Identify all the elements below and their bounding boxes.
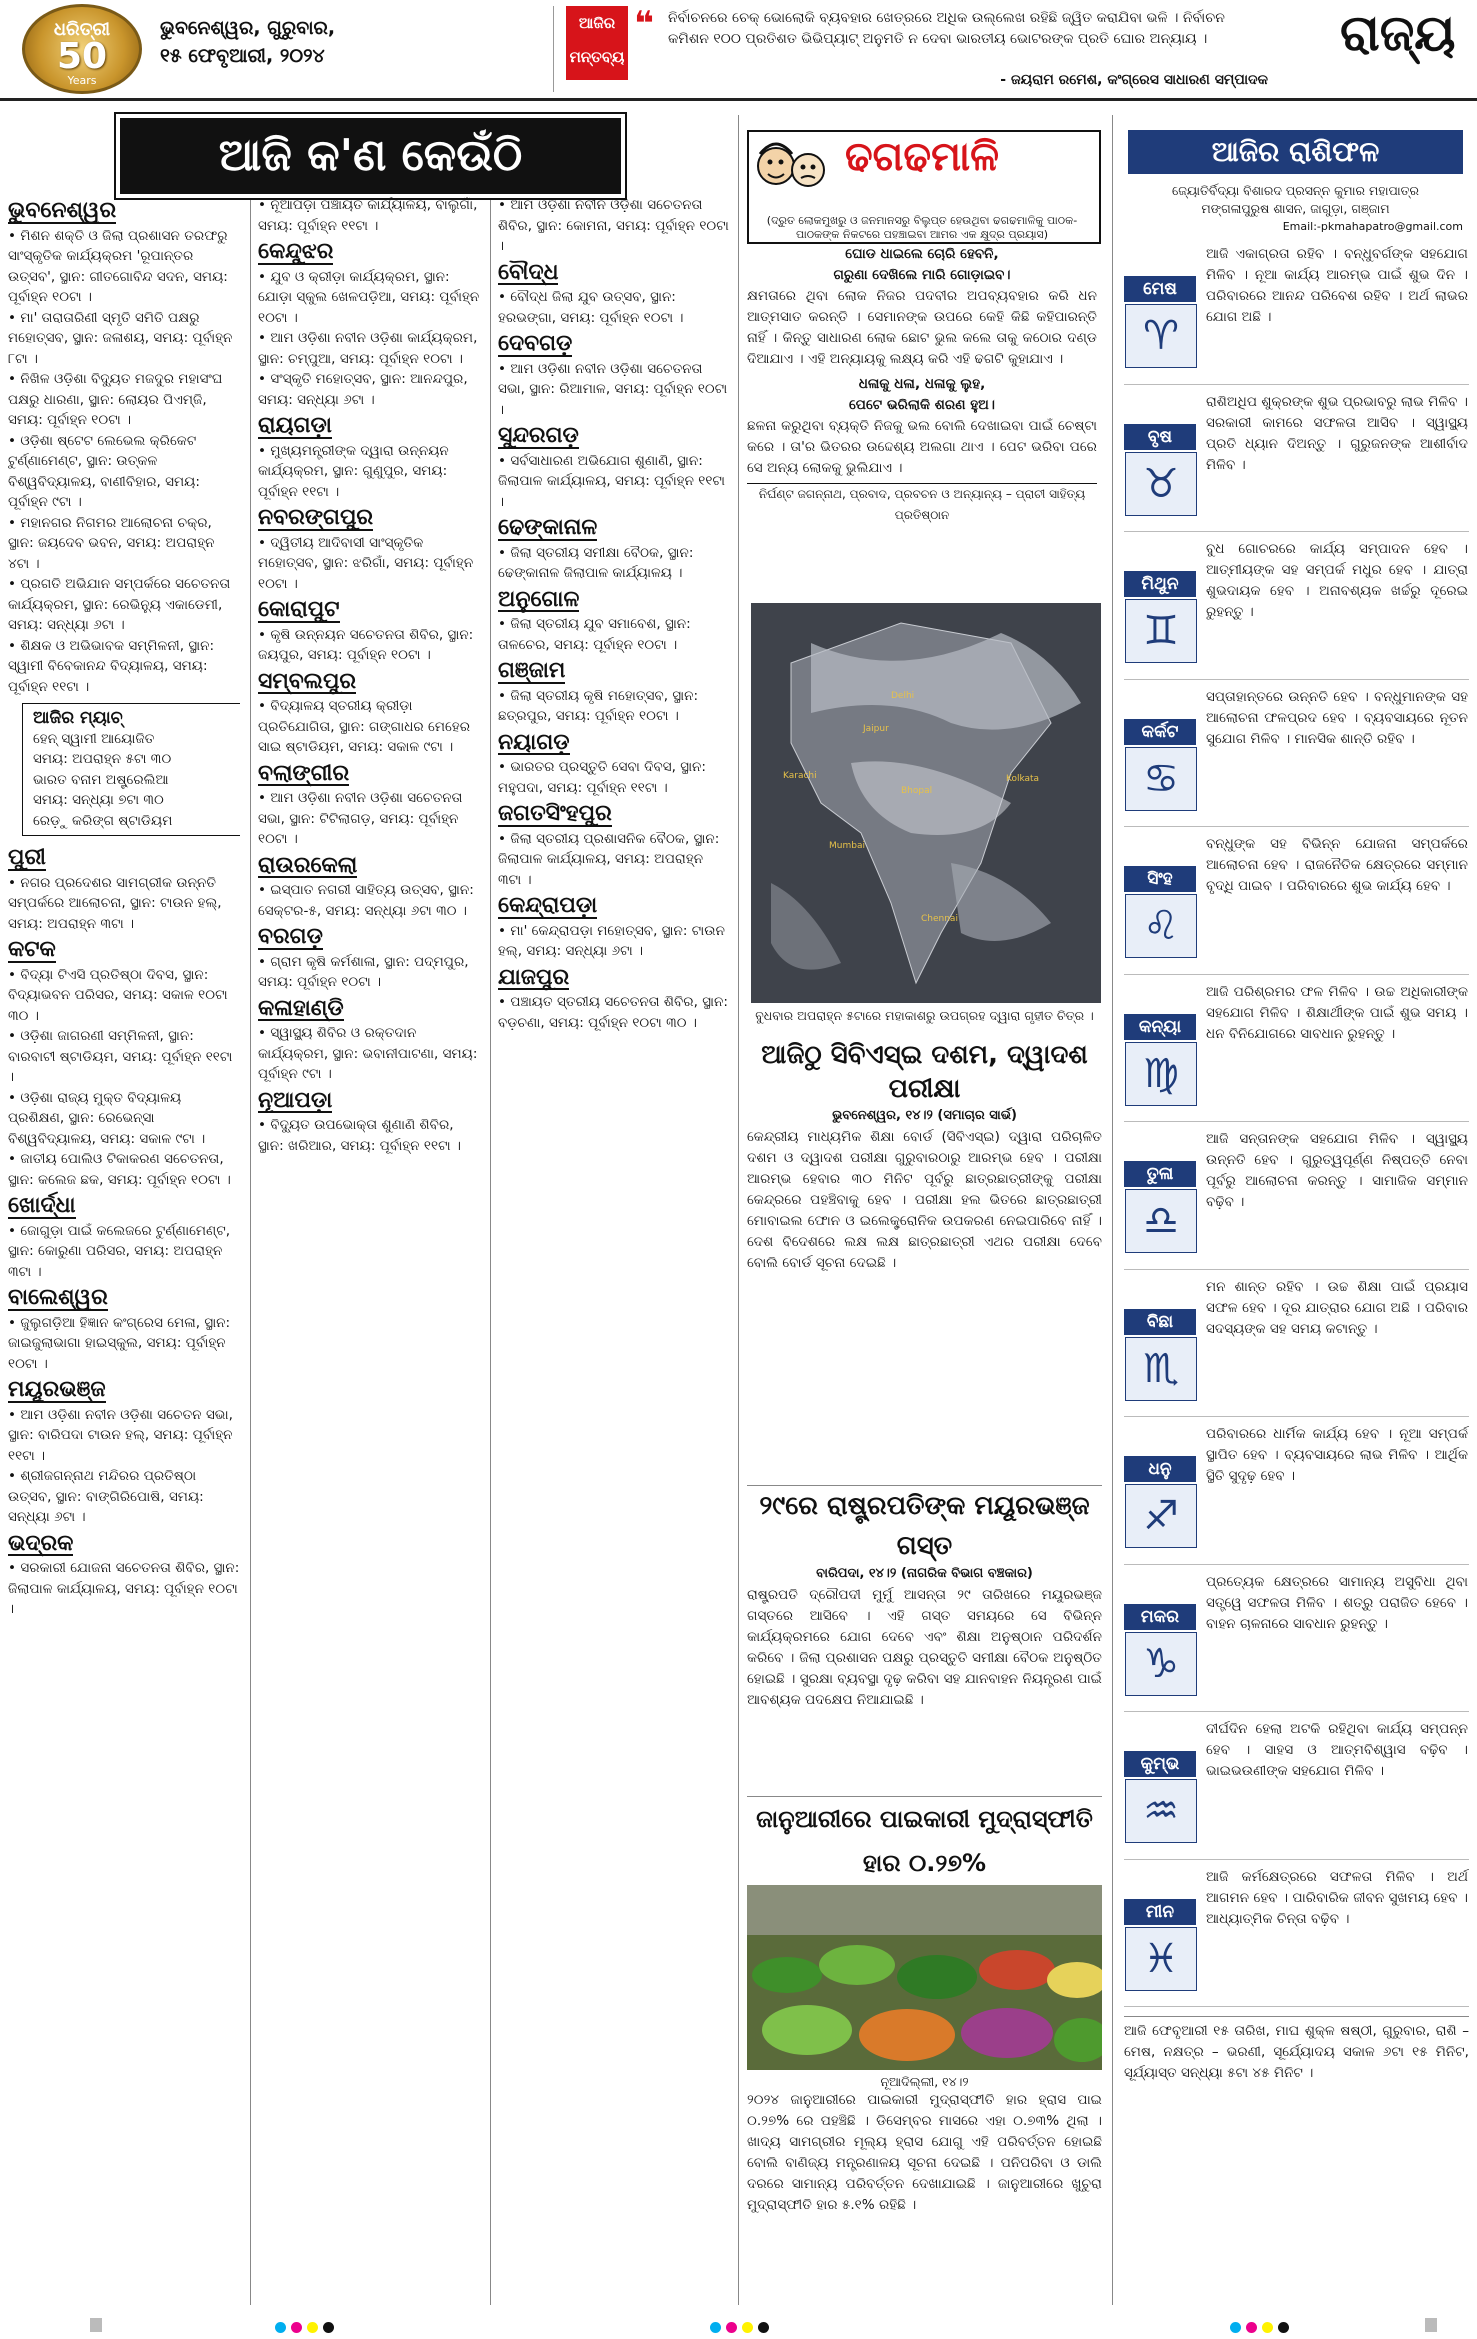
cbse-dateline: ଭୁବନେଶ୍ୱର, ୧୪।୨ (ସମାଚାର ସାର୍ଭ) [832,1108,1017,1123]
district-heading: କେନ୍ଦ୍ରାପଡ଼ା [498,893,598,918]
horoscope-sign [1124,830,1469,975]
events-banner: ଆଜି କ'ଣ କେଉଁଠି [120,118,621,194]
event-item: • ଜୋଗୁଡ଼ା ପାଇଁ କଲେଜରେ ଟୁର୍ଣ୍ଣାମେଣ୍ଟ, ସ୍ଥାନ: କୋରୁଣା ପରିସର, ସମୟ: ଅପରାହ୍ନ ୩ଟା । [8,1221,240,1283]
match-box-line: ହେନ୍‌ ସ୍ୱାମୀ ଆୟୋଜିତ [33,730,155,747]
horoscope-sign-name: ସିଂହ [1124,866,1196,892]
district-heading: ଜଗତସିଂହପୁର [498,801,612,826]
horoscope-sign-name: ମକର [1124,1604,1196,1630]
horoscope-sign-name: ମେଷ [1124,276,1196,302]
print-mark [90,2318,102,2332]
print-marks [20,2318,1460,2332]
satellite-label: Karachi [783,771,817,781]
event-item: • ଯୁବ ଓ କ୍ରୀଡ଼ା କାର୍ଯ୍ୟକ୍ରମ, ସ୍ଥାନ: ଯୋଡ଼ା ସ୍କୁଲ ଖେଳପଡ଼ିଆ, ସମୟ: ପୂର୍ବାହ୍ନ ୧୦ଟା । [258,267,482,329]
horoscope-sign-text: ଆଜି ପରିଶ୍ରମର ଫଳ ମିଳିବ । ଉଚ୍ଚ ଅଧିକାରୀଙ୍କ ସହଯୋଗ ମିଳିବ । ଶିକ୍ଷାର୍ଥୀଙ୍କ ପାଇଁ ଶୁଭ ସମୟ । ଧନ ବିନିଯୋଗରେ ସାବଧାନ ରୁହନ୍ତୁ । [1206,983,1468,1042]
dateline [160,14,390,70]
event-item: • ନୂଆପଡ଼ା ପଞ୍ଚାୟତ କାର୍ଯ୍ୟାଳୟ, ବାଲୁଗାଁ, ସମୟ: ପୂର୍ବାହ୍ନ ୧୧ଟା । [258,195,482,236]
events-column-3 [498,195,730,2305]
events-column-1 [8,195,240,2305]
district-heading: ସୁନ୍ଦରଗଡ଼ [498,423,579,448]
event-item: • ଜାତୀୟ ପୋଲିଓ ଟିକାକରଣ ସଚେତନତା, ସ୍ଥାନ: କଲେଜ ଛକ, ସମୟ: ପୂର୍ବାହ୍ନ ୧୦ଟା । [8,1149,240,1190]
match-box-line: ଭାରତ ବନାମ ଅଷ୍ଟ୍ରେଲିଆ [33,771,169,788]
horoscope-sign-name: କନ୍ୟା [1124,1014,1196,1040]
event-item: • ମୁଖ୍ୟମନ୍ତ୍ରୀଙ୍କ ଦ୍ୱାରା ଉନ୍ନୟନ କାର୍ଯ୍ୟକ୍ରମ, ସ୍ଥାନ: ଗୁଣୁପୁର, ସମୟ: ପୂର୍ବାହ୍ନ ୧୧ଟା । [258,441,482,503]
quote-badge-line1: ଆଜିର [578,14,616,32]
event-item: • ଆମ ଓଡ଼ିଶା ନବୀନ ଓଡ଼ିଶା ସଚେତନତା ସଭା, ସ୍ଥାନ: ଟିଟିଲାଗଡ଼, ସମୟ: ପୂର୍ବାହ୍ନ ୧୦ଟା । [258,788,482,850]
satellite-caption: ବୁଧବାର ଅପରାହ୍ନ ୫ଟାରେ ମହାକାଶରୁ ଉପଗ୍ରହ ଦ୍ୱାରା ଗୃହୀତ ଚିତ୍ର । [755,1008,1094,1023]
district-heading: ଢେଙ୍କାନାଳ [498,515,598,540]
horoscope-sign [1124,978,1469,1123]
pisces-icon: ♓ [1125,1927,1197,1991]
event-item: • ବିଦ୍ୟା ଟିଏସି ପ୍ରତିଷ୍ଠା ଦିବସ, ସ୍ଥାନ: ବିଦ୍ୟାଭବନ ପରିସର, ସମୟ: ସକାଳ ୧୦ଟା ୩୦ । [8,965,240,1027]
proverb-title: ଢଗଢମାଳି [845,134,999,180]
district-heading: ବଲାଙ୍ଗୀର [258,760,350,786]
horoscope-author-place: ମଙ୍ଗଳାପୁରୁଷ ଶାସନ, ଜାଗୁଡ଼ା, ଗଞ୍ଜାମ [1201,201,1390,216]
event-item: • ଓଡ଼ିଶା ଷ୍ଟେଟ ଲେଭେଲ କ୍ରିକେଟ ଟୁର୍ଣ୍ଣାମେଣ୍ଟ, ସ୍ଥାନ: ଉତ୍କଳ ବିଶ୍ୱବିଦ୍ୟାଳୟ, ବାଣୀବିହାର, ସମୟ: ପୂର୍ବାହ୍ନ ୯ଟା । [8,431,240,513]
masthead [0,0,1477,98]
event-item: • ପଞ୍ଚାୟତ ସ୍ତରୀୟ ସଚେତନତା ଶିବିର, ସ୍ଥାନ: ବଡ଼ଚଣା, ସମୟ: ପୂର୍ବାହ୍ନ ୧୦ଟା ୩୦ । [498,992,730,1033]
event-item: • ଆମ ଓଡ଼ିଶା ନବୀନ ଓଡ଼ିଶା ସଚେତନତା ଶିବିର, ସ୍ଥାନ: କୋମନା, ସମୟ: ପୂର୍ବାହ୍ନ ୧୦ଟା । [498,195,730,257]
event-item: • ଆମ ଓଡ଼ିଶା ନବୀନ ଓଡ଼ିଶା ସଚେତନ ସଭା, ସ୍ଥାନ: ବାରିପଦା ଟାଉନ ହଲ୍‌, ସମୟ: ପୂର୍ବାହ୍ନ ୧୧ଟା । [8,1405,240,1467]
event-item: • କୃଷି ଉନ୍ନୟନ ସଚେତନତା ଶିବିର, ସ୍ଥାନ: ଜୟପୁର, ସମୟ: ପୂର୍ବାହ୍ନ ୧୦ଟା । [258,625,482,666]
color-registration-mark [710,2318,770,2332]
event-item: • ମା' ତାରାତାରିଣୀ ସ୍ମୃତି ସମିତି ପକ୍ଷରୁ ମହୋତ୍ସବ, ସ୍ଥାନ: ଜଳାଶୟ, ସମୟ: ପୂର୍ବାହ୍ନ ୮ଟା । [8,308,240,370]
horoscope-sign [1124,388,1469,533]
aquarius-icon: ♒ [1125,1779,1197,1843]
aries-icon: ♈ [1125,304,1197,368]
district-heading: ମୟୂରଭଞ୍ଜ [8,1377,106,1402]
event-item: • ଜିଲା ସ୍ତରୀୟ ସମୀକ୍ଷା ବୈଠକ, ସ୍ଥାନ: ଢେଙ୍କାନାଳ ଜିଲାପାଳ କାର୍ଯ୍ୟାଳୟ । [498,543,730,584]
print-mark [1425,2318,1437,2332]
capricorn-icon: ♑ [1125,1632,1197,1696]
satellite-label: Kolkata [1006,774,1040,784]
cbse-story [747,1038,1102,1478]
horoscope-email: Email:-pkmahapatro@gmail.com [1282,220,1463,233]
section-title: ରାଜ୍ୟ [1340,4,1456,62]
event-item: • ସଂସ୍କୃତି ମହୋତ୍ସବ, ସ୍ଥାନ: ଆନନ୍ଦପୁର, ସମୟ: ସନ୍ଧ୍ୟା ୬ଟା । [258,369,482,410]
match-box-line: ରେଡ଼ୁ କରିଙ୍ଗ ଷ୍ଟାଡିୟମ [33,812,173,829]
panjika-text: ଆଜି ଫେବୃଆରୀ ୧୫ ତାରିଖ, ମାଘ ଶୁକ୍ଳ ଷଷ୍ଠୀ, ଗୁରୁବାର, ରାଶି – ମେଷ, ନକ୍ଷତ୍ର – ଭରଣୀ, ସୂର୍ଯ୍ୟୋଦୟ ସକାଳ ୬ଟା ୧୫ ମିନିଟ, ସୂର୍ଯ୍ୟାସ୍ତ ସନ୍ଧ୍ୟା ୫ଟା ୪୫ ମିନିଟ । [1124,2016,1469,2311]
horoscope-sign [1124,1125,1469,1270]
column-divider [250,195,251,2305]
dateline-date: ୧୫ ଫେବୃଆରୀ, ୨୦୨୪ [160,45,325,67]
event-item: • ବିଦ୍ୟୁତ ଉପଭୋକ୍ତା ଶୁଣାଣି ଶିବିର, ସ୍ଥାନ: ଖରିଆର, ସମୟ: ପୂର୍ବାହ୍ନ ୧୧ଟା । [258,1115,482,1156]
district-heading: ନବରଙ୍ଗପୁର [258,505,374,530]
district-heading: ଭୁବନେଶ୍ୱର [8,198,117,223]
virgo-icon: ♍ [1125,1042,1197,1106]
event-item: • ନଗର ପ୍ରଦେଶର ସାମଗ୍ରୀକ ଉନ୍ନତି ସମ୍ପର୍କରେ ଆଲୋଚନା, ସ୍ଥାନ: ଟାଉନ ହଲ୍‌, ସମୟ: ଅପରାହ୍ନ ୩ଟା । [8,873,240,935]
quote-text: ନିର୍ବାଚନରେ ଚେକ୍‌ ଭୋଲୋକି ବ୍ୟବହାର ଖେତ୍ରରେ ଅଧିକ ଉଲ୍ଲେଖ ରହିଛି ଜ୍ୱିତ କରାଯିବା ଭଳି । ନିର୍ବାଚନ କମିଶନ ୧୦୦ ପ୍ରତିଶତ ଭିଭିପ୍ୟାଟ୍‌ ଅନୁମତି ନ ଦେବା ଭାରତୀୟ ଭୋଟରଙ୍କ ପ୍ରତି ଘୋର ଅନ୍ୟାୟ । [668,10,1225,47]
proverb-tag: ଧଳାକୁ ଧଳା, ଧଳାକୁ ଲୁହ, [858,376,986,392]
satellite-image [751,603,1101,1003]
district-heading: କଟକ [8,937,56,962]
proverb-subtitle: (ଦ୍ରୁତ ଲୋକମୁଖରୁ ଓ ଜନମାନସରୁ ବିଲୁପ୍ତ ହେଉଥିବା ଢଗଢମାଳିକୁ ପାଠକ-ପାଠକଙ୍କ ନିକଟରେ ପହଞ୍ଚାଇବା ଆମର ଏକ କ୍ଷୁଦ୍ର ପ୍ରୟାସ) [766,214,1078,241]
event-item: • ଗ୍ରାମ କୃଷି କର୍ମଶାଳା, ସ୍ଥାନ: ପଦ୍ମପୁର, ସମୟ: ପୂର୍ବାହ୍ନ ୧୦ଟା । [258,952,482,993]
column-divider [490,195,491,2305]
event-item: • ଆମ ଓଡ଼ିଶା ନବୀନ ଓଡ଼ିଶା ସଚେତନତା ସଭା, ସ୍ଥାନ: ରିଆମାଳ, ସମୟ: ପୂର୍ବାହ୍ନ ୧୦ଟା । [498,359,730,421]
president-body: ରାଷ୍ଟ୍ରପତି ଦ୍ରୌପଦୀ ମୁର୍ମୁ ଆସନ୍ତା ୨୯ ତାରିଖରେ ମୟୂରଭଞ୍ଜ ଗସ୍ତରେ ଆସିବେ । ଏହି ଗସ୍ତ ସମୟରେ ସେ ବିଭିନ୍ନ କାର୍ଯ୍ୟକ୍ରମରେ ଯୋଗ ଦେବେ ଏବଂ ଶିକ୍ଷା ଅନୁଷ୍ଠାନ ପରିଦର୍ଶନ କରିବେ । ଜିଲା ପ୍ରଶାସନ ପକ୍ଷରୁ ପ୍ରସ୍ତୁତି ସମୀକ୍ଷା ବୈଠକ ଅନୁଷ୍ଠିତ ହୋଇଛି । ସୁରକ୍ଷା ବ୍ୟବସ୍ଥା ଦୃଢ଼ କରିବା ସହ ଯାନବାହନ ନିୟନ୍ତ୍ରଣ ପାଇଁ ଆବଶ୍ୟକ ପଦକ୍ଷେପ ନିଆଯାଇଛି । [747,1587,1102,1708]
horoscope-sign [1124,240,1469,385]
match-box [22,703,240,836]
event-item: • ମିଶନ ଶକ୍ତି ଓ ଜିଲା ପ୍ରଶାସନ ତରଫରୁ ସାଂସ୍କୃତିକ କାର୍ଯ୍ୟକ୍ରମ 'ରୂପାନ୍ତର ଉତ୍ସବ', ସ୍ଥାନ: ଗୀତଗୋବିନ୍ଦ ସଦନ, ସମୟ: ପୂର୍ବାହ୍ନ ୧୦ଟା । [8,226,240,308]
proverb-tag: ଗରୁଣା ଦେଖିଲେ ମାରି ଗୋଡ଼ାଇବ। [833,267,1011,283]
proverb-text: କ୍ଷମତାରେ ଥିବା ଲୋକ ନିଜର ପଦବୀର ଅପବ୍ୟବହାର କରି ଧନ ଆତ୍ମସାତ କରନ୍ତି । ସେମାନଙ୍କ ଉପରେ କେହି କିଛି କହିପାରନ୍ତି ନାହିଁ । କିନ୍ତୁ ସାଧାରଣ ଲୋକ ଛୋଟ ଭୁଲ କଲେ ତାକୁ କଠୋର ଦଣ୍ଡ ଦିଆଯାଏ । ଏହି ଅନ୍ୟାୟକୁ ଲକ୍ଷ୍ୟ କରି ଏହି ଢଗଟି କୁହାଯାଏ । [747,288,1097,367]
district-heading: ରାଉରକେଲା [258,852,358,878]
district-heading: ବୌଦ୍ଧ [498,259,559,285]
inflation-story [747,1796,1102,2307]
president-story [747,1485,1102,1791]
district-heading: କୋରାପୁଟ [258,597,340,622]
district-heading: ଖୋର୍ଦ୍ଧା [8,1193,76,1218]
horoscope-sign [1124,535,1469,680]
gemini-icon: ♊ [1125,599,1197,663]
horoscope-sign-name: ବିଛା [1124,1309,1196,1335]
proverb-credit: ନିର୍ଘଣ୍ଟ ଜଗନ୍ନାଥ, ପ୍ରବାଦ, ପ୍ରବଚନ ଓ ଅନ୍ୟାନ୍ୟ – ପ୍ରାଚୀ ସାହିତ୍ୟ ପ୍ରତିଷ୍ଠାନ [747,483,1097,526]
horoscope-heading: ଆଜିର ରାଶିଫଳ [1128,130,1463,174]
horoscope-sign-text: ଦୀର୍ଘଦିନ ହେଲା ଅଟକି ରହିଥିବା କାର୍ଯ୍ୟ ସମ୍ପନ୍ନ ହେବ । ସାହସ ଓ ଆତ୍ମବିଶ୍ୱାସ ବଢ଼ିବ । ଭାଇଭଉଣୀଙ୍କ ସହଯୋଗ ମିଳିବ । [1206,1721,1468,1779]
district-heading: ନୟାଗଡ଼ [498,729,570,755]
cancer-icon: ♋ [1125,747,1197,811]
district-heading: ଯାଜପୁର [498,964,570,990]
horoscope-sign-name: ବୃଷ [1124,424,1196,450]
president-headline: ୨୯ରେ ରାଷ୍ଟ୍ରପତିଙ୍କ ମୟୂରଭଞ୍ଜ ଗସ୍ତ [759,1491,1090,1561]
horoscope-sign-text: ଆଜି ସନ୍ତାନଙ୍କ ସହଯୋଗ ମିଳିବ । ସ୍ୱାସ୍ଥ୍ୟ ଉନ୍ନତି ହେବ । ଗୁରୁତ୍ୱପୂର୍ଣ୍ଣ ନିଷ୍ପତ୍ତି ନେବା ପୂର୍ବରୁ ଆଲୋଚନା କରନ୍ତୁ । ସାମାଜିକ ସମ୍ମାନ ବଢ଼ିବ । [1206,1131,1468,1210]
taurus-icon: ♉ [1125,452,1197,516]
district-heading: ଦେବଗଡ଼ [498,331,573,356]
event-item: • ମା' କେନ୍ଦ୍ରାପଡ଼ା ମହୋତ୍ସବ, ସ୍ଥାନ: ଟାଉନ ହଲ୍‌, ସମୟ: ସନ୍ଧ୍ୟା ୬ଟା । [498,921,730,962]
event-item: • ଜୁଲୁଗଡ଼ିଆ ହିଜ୍ଞାନ କଂଗ୍ରେସ ମେଳା, ସ୍ଥାନ: ଜାଇଜୁଲାଭାଗା ହାଇସ୍କୁଲ, ସମୟ: ପୂର୍ବାହ୍ନ ୧୦ଟା । [8,1313,240,1375]
event-item: • ଜିଲା ସ୍ତରୀୟ ପ୍ରଶାସନିକ ବୈଠକ, ସ୍ଥାନ: ଜିଲାପାଳ କାର୍ଯ୍ୟାଳୟ, ସମୟ: ଅପରାହ୍ନ ୩ଟା । [498,829,730,891]
quote-mark-icon: ❝ [634,4,654,44]
horoscope-sign-text: ମନ ଶାନ୍ତ ରହିବ । ଉଚ୍ଚ ଶିକ୍ଷା ପାଇଁ ପ୍ରୟାସ ସଫଳ ହେବ । ଦୂର ଯାତ୍ରାର ଯୋଗ ଅଛି । ପରିବାର ସଦସ୍ୟଙ୍କ ସହ ସମୟ କଟାନ୍ତୁ । [1206,1278,1468,1337]
horoscope-sign [1124,1420,1469,1565]
proverb-body [747,244,1097,526]
horoscope-sign [1124,1715,1469,1860]
color-registration-mark [275,2318,335,2332]
color-registration-mark [1230,2318,1290,2332]
satellite-label: Bhopal [901,786,933,796]
header-rule [0,98,1477,101]
quote-badge-line2: ମନ୍ତବ୍ୟ [569,48,625,66]
vegetable-market-photo [747,1885,1102,2070]
cbse-headline: ଆଜିଠୁ ସିବିଏସ୍‌ଇ ଦଶମ, ଦ୍ୱାଦଶ ପରୀକ୍ଷା [761,1040,1088,1104]
event-item: • ସର୍ବସାଧାରଣ ଅଭିଯୋଗ ଶୁଣାଣି, ସ୍ଥାନ: ଜିଲାପାଳ କାର୍ଯ୍ୟାଳୟ, ସମୟ: ପୂର୍ବାହ୍ନ ୧୧ଟା । [498,451,730,513]
logo-text: ଧରିତ୍ରୀ [53,19,111,40]
match-box-title: ଆଜିର ମ୍ୟାଚ୍‌ [33,708,123,728]
event-item: • ଓଡ଼ିଶା ରାଜ୍ୟ ମୁକ୍ତ ବିଦ୍ୟାଳୟ ପ୍ରଶିକ୍ଷଣ, ସ୍ଥାନ: ରେଭେନ୍ସା ବିଶ୍ୱବିଦ୍ୟାଳୟ, ସମୟ: ସକାଳ ୯ଟା । [8,1088,240,1150]
horoscope-sign-text: ବନ୍ଧୁଙ୍କ ସହ ବିଭିନ୍ନ ଯୋଜନା ସମ୍ପର୍କରେ ଆଲୋଚନା ହେବ । ରାଜନୈତିକ କ୍ଷେତ୍ରରେ ସମ୍ମାନ ବୃଦ୍ଧି ପାଇବ । ପରିବାରରେ ଶୁଭ କାର୍ଯ୍ୟ ହେବ । [1206,836,1468,894]
inflation-body: ୨୦୨୪ ଜାନୁଆରୀରେ ପାଇକାରୀ ମୁଦ୍ରାସ୍ଫୀତି ହାର ହ୍ରାସ ପାଇ ୦.୨୭% ରେ ପହଞ୍ଚିଛି । ଡିସେମ୍ବର ମାସରେ ଏହା ୦.୭୩% ଥିଲା । ଖାଦ୍ୟ ସାମଗ୍ରୀର ମୂଲ୍ୟ ହ୍ରାସ ଯୋଗୁ ଏହି ପରିବର୍ତ୍ତନ ହୋଇଛି ବୋଲି ବାଣିଜ୍ୟ ମନ୍ତ୍ରଣାଳୟ ସୂଚନା ଦେଇଛି । ପନିପରିବା ଓ ଡାଲି ଦରରେ ସାମାନ୍ୟ ପରିବର୍ତ୍ତନ ଦେଖାଯାଇଛି । ଜାନୁଆରୀରେ ଖୁଚୁରା ମୁଦ୍ରାସ୍ଫୀତି ହାର ୫.୧% ରହିଛି । [747,2092,1102,2213]
event-item: • ଦ୍ୱିତୀୟ ଆଦିବାସୀ ସାଂସ୍କୃତିକ ମହୋତ୍ସବ, ସ୍ଥାନ: ଝରିଗାଁ, ସମୟ: ପୂର୍ବାହ୍ନ ୧୦ଟା । [258,533,482,595]
horoscope-sign-name: କର୍କଟ [1124,719,1196,745]
district-heading: ଗଞ୍ଜାମ [498,658,566,683]
event-item: • ସ୍ୱାସ୍ଥ୍ୟ ଶିବିର ଓ ରକ୍ତଦାନ କାର୍ଯ୍ୟକ୍ରମ, ସ୍ଥାନ: ଭବାନୀପାଟଣା, ସମୟ: ପୂର୍ବାହ୍ନ ୯ଟା । [258,1023,482,1085]
horoscope-sign-name: ଧନୁ [1124,1456,1196,1482]
satellite-label: Jaipur [863,724,889,734]
column-divider [738,115,739,2305]
district-heading: ଅନୁଗୋଳ [498,586,580,612]
president-dateline: ବାରିପଦା, ୧୪।୨ (ନାଗରିକ ବିଭାଗ ବଞ୍ଚକାର) [816,1566,1033,1581]
event-item: • ବିଦ୍ୟାଳୟ ସ୍ତରୀୟ କ୍ରୀଡ଼ା ପ୍ରତିଯୋଗିତା, ସ୍ଥାନ: ଗଙ୍ଗାଧର ମେହେର ସାଇ ଷ୍ଟାଡିୟମ, ସମୟ: ସକାଳ ୯ଟା । [258,696,482,758]
horoscope-sign-name: ତୁଳା [1124,1161,1196,1187]
event-item: • ଜିଲା ସ୍ତରୀୟ ଯୁବ ସମାବେଶ, ସ୍ଥାନ: ତାଳଚେର, ସମୟ: ପୂର୍ବାହ୍ନ ୧୦ଟା । [498,614,730,655]
match-box-line: ସମୟ: ଅପରାହ୍ନ ୫ଟା ୩୦ [33,751,172,767]
sagittarius-icon: ♐ [1125,1484,1197,1548]
horoscope-sign-text: ସପ୍ତାହାନ୍ତରେ ଉନ୍ନତି ହେବ । ବନ୍ଧୁମାନଙ୍କ ସହ ଆଲୋଚନା ଫଳପ୍ରଦ ହେବ । ବ୍ୟବସାୟରେ ନୂତନ ସୁଯୋଗ ମିଳିବ । ମାନସିକ ଶାନ୍ତି ରହିବ । [1206,688,1468,747]
horoscope-sign-text: ଆଜି ଏକାଗ୍ରତା ରହିବ । ବନ୍ଧୁବର୍ଗଙ୍କ ସହଯୋଗ ମିଳିବ । ନୂଆ କାର୍ଯ୍ୟ ଆରମ୍ଭ ପାଇଁ ଶୁଭ ଦିନ । ପରିବାରରେ ଆନନ୍ଦ ପରିବେଶ ରହିବ । ଅର୍ଥ ଲାଭର ଯୋଗ ଅଛି । [1206,246,1468,325]
cartoon-faces-icon [752,134,832,204]
column-divider [1112,115,1113,2305]
event-item: • ଆମ ଓଡ଼ିଶା ନବୀନ ଓଡ଼ିଶା କାର୍ଯ୍ୟକ୍ରମ, ସ୍ଥାନ: ଚମ୍ପୁଆ, ସମୟ: ପୂର୍ବାହ୍ନ ୧୦ଟା । [258,328,482,369]
event-item: • ସରକାରୀ ଯୋଜନା ସଚେତନତା ଶିବିର, ସ୍ଥାନ: ଜିଲାପାଳ କାର୍ଯ୍ୟାଳୟ, ସମୟ: ପୂର୍ବାହ୍ନ ୧୦ଟା । [8,1558,240,1620]
leo-icon: ♌ [1125,894,1197,958]
events-column-2 [258,195,482,2305]
district-heading: କେନ୍ଦୁଝର [258,239,334,264]
event-item: • ଶିକ୍ଷକ ଓ ଅଭିଭାବକ ସମ୍ମିଳନୀ, ସ୍ଥାନ: ସ୍ୱାମୀ ବିବେକାନନ୍ଦ ବିଦ୍ୟାଳୟ, ସମୟ: ପୂର୍ବାହ୍ନ ୧୧ଟା । [8,636,240,698]
quote-author: - ଜୟରାମ ରମେଶ, କଂଗ୍ରେସ ସାଧାରଣ ସମ୍ପାଦକ [1000,72,1268,88]
satellite-label: Chennai [921,914,958,924]
event-item: • ପ୍ରଗତି ଅଭିଯାନ ସମ୍ପର୍କରେ ସଚେତନତା କାର୍ଯ୍ୟକ୍ରମ, ସ୍ଥାନ: ରେଭିନ୍ୟୁ ଏକାଡେମୀ, ସମୟ: ସନ୍ଧ୍ୟା ୬ଟା । [8,574,240,636]
district-heading: ପୁରୀ [8,845,46,870]
satellite-label: Mumbai [829,841,865,851]
match-box-line: ସମୟ: ସନ୍ଧ୍ୟା ୭ଟା ୩୦ [33,792,164,808]
event-item: • ନିଖିଳ ଓଡ଼ିଶା ବିଦ୍ୟୁତ ମଜଦୁର ମହାସଂଘ ପକ୍ଷରୁ ଧାରଣା, ସ୍ଥାନ: ଲୋୟର ପିଏମ୍‌ଜି, ସମୟ: ପୂର୍ବାହ୍ନ ୧୦ଟା । [8,369,240,431]
horoscope-sign [1124,1273,1469,1418]
district-heading: ସମ୍ବଲପୁର [258,668,357,694]
district-heading: ରାୟଗଡ଼ା [258,413,332,438]
horoscope-sign-name: ମିଥୁନ [1124,571,1196,597]
header-divider [553,6,554,92]
cbse-body: କେନ୍ଦ୍ରୀୟ ମାଧ୍ୟମିକ ଶିକ୍ଷା ବୋର୍ଡ (ସିବିଏସ୍‌ଇ) ଦ୍ୱାରା ପରିଚାଳିତ ଦଶମ ଓ ଦ୍ୱାଦଶ ପରୀକ୍ଷା ଗୁରୁବାରଠାରୁ ଆରମ୍ଭ ହେବ । ପରୀକ୍ଷା ଆରମ୍ଭ ହେବାର ୩୦ ମିନିଟ ପୂର୍ବରୁ ଛାତ୍ରଛାତ୍ରୀଙ୍କୁ ପରୀକ୍ଷା କେନ୍ଦ୍ରରେ ପହଞ୍ଚିବାକୁ ହେବ । ପରୀକ୍ଷା ହଲ ଭିତରେ ଛାତ୍ରଛାତ୍ରୀ ମୋବାଇଲ ଫୋନ ଓ ଇଲେକ୍ଟ୍ରୋନିକ ଉପକରଣ ନେଇପାରିବେ ନାହିଁ । ଦେଶ ବିଦେଶରେ ଲକ୍ଷ ଲକ୍ଷ ଛାତ୍ରଛାତ୍ରୀ ଏଥର ପରୀକ୍ଷା ଦେବେ ବୋଲି ବୋର୍ଡ ସୂଚନା ଦେଇଛି । [747,1129,1102,1271]
horoscope-sign [1124,683,1469,828]
satellite-label: Delhi [891,691,915,701]
anniversary-logo [22,4,142,94]
horoscope-sign [1124,1863,1469,2008]
horoscope-sign-text: ରାଶିଅଧିପ ଶୁକ୍ରଙ୍କ ଶୁଭ ପ୍ରଭାବରୁ ଲାଭ ମିଳିବ । ସରକାରୀ କାମରେ ସଫଳତା ଆସିବ । ସ୍ୱାସ୍ଥ୍ୟ ପ୍ରତି ଧ୍ୟାନ ଦିଅନ୍ତୁ । ଗୁରୁଜନଙ୍କ ଆଶୀର୍ବାଦ ମିଳିବ । [1206,393,1468,473]
event-item: • ଇସ୍ପାତ ନଗରୀ ସାହିତ୍ୟ ଉତ୍ସବ, ସ୍ଥାନ: ସେକ୍ଟର-୫, ସମୟ: ସନ୍ଧ୍ୟା ୬ଟା ୩୦ । [258,880,482,921]
proverb-text: ଛଳନା କରୁଥିବା ବ୍ୟକ୍ତି ନିଜକୁ ଭଲ ବୋଲି ଦେଖାଇବା ପାଇଁ ଚେଷ୍ଟା କରେ । ତା'ର ଭିତରର ଉଦ୍ଦେଶ୍ୟ ଅଲଗା ଥାଏ । ପେଟ ଭରିବା ପରେ ସେ ଅନ୍ୟ ଲୋକକୁ ଭୁଲିଯାଏ । [747,418,1097,476]
event-item: • ଶ୍ରୀଜଗନ୍ନାଥ ମନ୍ଦିରର ପ୍ରତିଷ୍ଠା ଉତ୍ସବ, ସ୍ଥାନ: ବାଙ୍ଗିରିପୋଷି, ସମୟ: ସନ୍ଧ୍ୟା ୬ଟା । [8,1466,240,1528]
horoscope-sign-name: ମୀନ [1124,1899,1196,1925]
district-heading: କଳାହାଣ୍ଡି [258,995,344,1021]
event-item: • ମହାନଗର ନିଗମର ଆଲୋଚନା ଚକ୍ର, ସ୍ଥାନ: ଜୟଦେବ ଭବନ, ସମୟ: ଅପରାହ୍ନ ୪ଟା । [8,513,240,575]
proverb-tag: ପେଟେ ଭରିଲାକି ଶରଣ ହୁଅ। [849,397,995,413]
event-item: • ଓଡ଼ିଶା ଜାଗରଣୀ ସମ୍ମିଳନୀ, ସ୍ଥାନ: ବାରବାଟୀ ଷ୍ଟାଡିୟମ, ସମୟ: ପୂର୍ବାହ୍ନ ୧୧ଟା । [8,1026,240,1088]
scorpio-icon: ♏ [1125,1337,1197,1401]
horoscope-sign-text: ପ୍ରତ୍ୟେକ କ୍ଷେତ୍ରରେ ସାମାନ୍ୟ ଅସୁବିଧା ଥିବା ସତ୍ତ୍ୱେ ସଫଳତା ମିଳିବ । ଶତ୍ରୁ ପରାଜିତ ହେବେ । ବାହନ ଚାଳନାରେ ସାବଧାନ ରୁହନ୍ତୁ । [1206,1573,1468,1632]
event-item: • ଭାରତର ପ୍ରସ୍ତୁତି ସେବା ଦିବସ, ସ୍ଥାନ: ମହୁପଦା, ସମୟ: ପୂର୍ବାହ୍ନ ୧୧ଟା । [498,757,730,798]
district-heading: ବାଲେଶ୍ୱର [8,1285,108,1310]
horoscope-sign-text: ଆଜି କର୍ମକ୍ଷେତ୍ରରେ ସଫଳତା ମିଳିବ । ଅର୍ଥ ଆଗମନ ହେବ । ପାରିବାରିକ ଜୀବନ ସୁଖମୟ ହେବ । ଆଧ୍ୟାତ୍ମିକ ଚିନ୍ତା ବଢ଼ିବ । [1206,1868,1468,1927]
horoscope-sign-name: କୁମ୍ଭ [1124,1751,1196,1777]
logo-number: 50 [56,36,108,77]
horoscope-author [1128,182,1463,236]
quote-badge [566,6,628,80]
event-item: • ଜିଲା ସ୍ତରୀୟ କୃଷି ମହୋତ୍ସବ, ସ୍ଥାନ: ଛତ୍ରପୁର, ସମୟ: ପୂର୍ବାହ୍ନ ୧୦ଟା । [498,686,730,727]
logo-years: Years [67,74,97,87]
horoscope-sign-text: ବୁଧ ଗୋଚରରେ କାର୍ଯ୍ୟ ସମ୍ପାଦନ ହେବ । ଆତ୍ମୀୟଙ୍କ ସହ ସମ୍ପର୍କ ମଧୁର ହେବ । ଯାତ୍ରା ଶୁଭଦାୟକ ହେବ । ଅନାବଶ୍ୟକ ଖର୍ଚ୍ଚରୁ ଦୂରେଇ ରୁହନ୍ତୁ । [1206,541,1468,620]
inflation-headline: ଜାନୁଆରୀରେ ପାଇକାରୀ ମୁଦ୍ରାସ୍ଫୀତି ହାର ୦.୨୭% [756,1805,1093,1877]
district-heading: ଭଦ୍ରକ [8,1530,74,1556]
libra-icon: ♎ [1125,1189,1197,1253]
proverb-tag: ଘୋଡ ଧାଇଲେ ଚୋରି ହେବନି, [845,246,999,262]
horoscope-sign-text: ପରିବାରରେ ଧାର୍ମିକ କାର୍ଯ୍ୟ ହେବ । ନୂଆ ସମ୍ପର୍କ ସ୍ଥାପିତ ହେବ । ବ୍ୟବସାୟରେ ଲାଭ ମିଳିବ । ଆର୍ଥିକ ସ୍ଥିତି ସୁଦୃଢ଼ ହେବ । [1206,1426,1468,1484]
horoscope-sign [1124,1568,1469,1713]
horoscope-list [1124,240,1469,2010]
district-heading: ବରଗଡ଼ [258,924,323,949]
dateline-place: ଭୁବନେଶ୍ୱର, ଗୁରୁବାର, [160,17,336,39]
district-heading: ନୂଆପଡ଼ା [258,1087,333,1113]
horoscope-author-name: ଜ୍ୟୋତିର୍ବିଦ୍ୟା ବିଶାରଦ ପ୍ରସନ୍ନ କୁମାର ମହାପାତ୍ର [1171,183,1420,198]
inflation-photo-caption: ନୂଆଦିଲ୍ଲୀ, ୧୪।୨ [880,2074,969,2089]
event-item: • ବୌଦ୍ଧ ଜିଲା ଯୁବ ଉତ୍ସବ, ସ୍ଥାନ: ହରଭଙ୍ଗା, ସମୟ: ପୂର୍ବାହ୍ନ ୧୦ଟା । [498,287,730,328]
